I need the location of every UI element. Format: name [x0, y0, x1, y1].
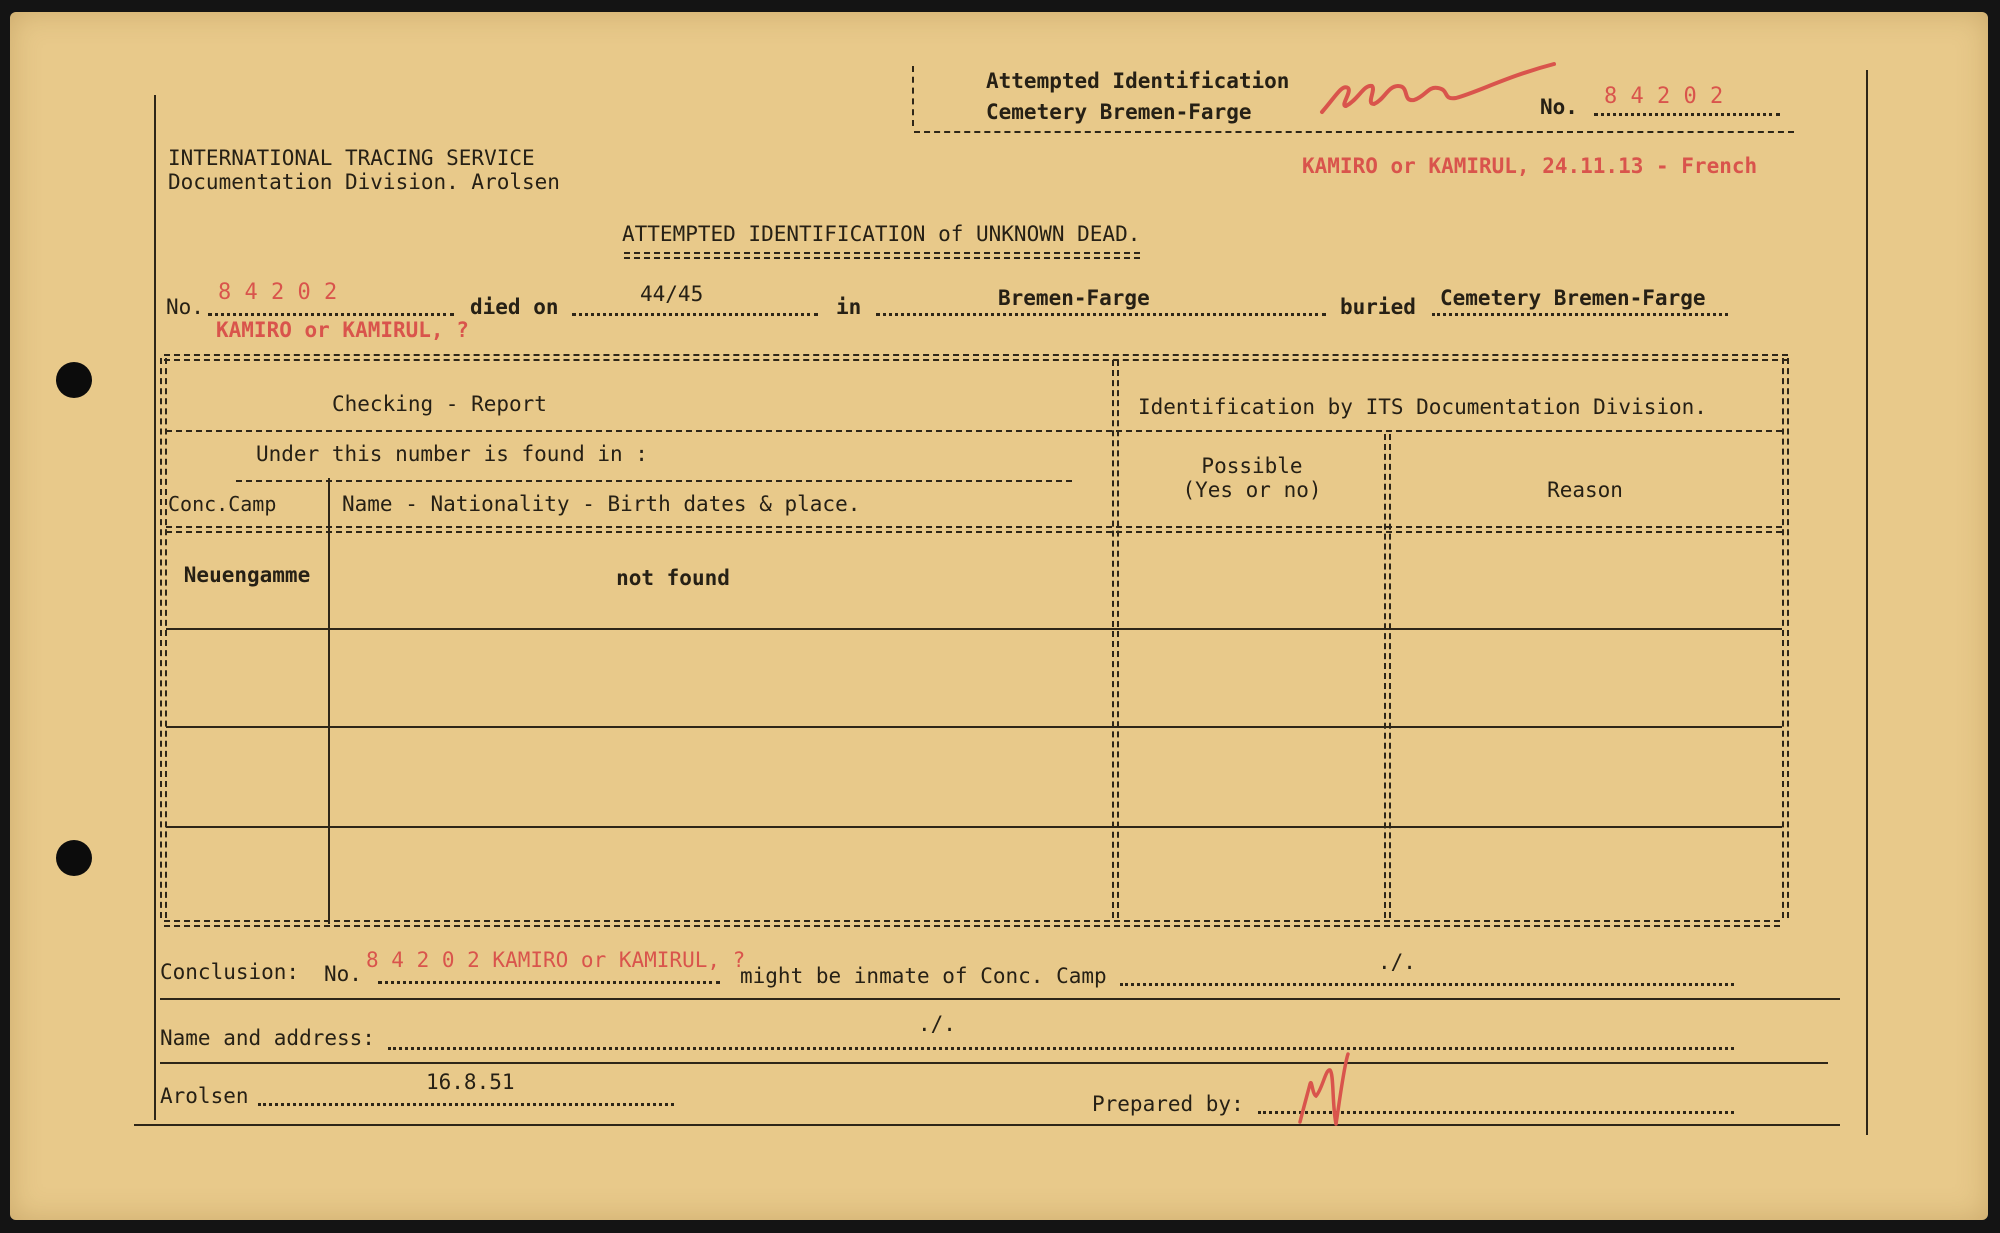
cemetery-label: Cemetery Bremen-Farge	[986, 100, 1252, 124]
table-bottom-border	[164, 920, 1780, 927]
col-name-header: Name - Nationality - Birth dates & place.	[342, 492, 861, 516]
handwritten-initial-signature	[1296, 1048, 1352, 1126]
died-on-label: died on	[470, 295, 559, 319]
header-no-value: 8 4 2 0 2	[1604, 84, 1724, 109]
name-address-dots	[388, 1047, 1734, 1050]
table-row-camp: Neuengamme	[183, 563, 311, 587]
identification-header: Identification by ITS Documentation Division.	[1138, 395, 1707, 419]
punch-hole-bottom	[56, 840, 92, 876]
name-address-rule	[160, 1062, 1828, 1064]
table-row-line-1	[166, 628, 1782, 630]
table-column-header-line	[166, 526, 1782, 533]
conclusion-camp-dots	[1120, 983, 1734, 986]
in-label: in	[836, 295, 862, 319]
table-row-line-3	[166, 826, 1782, 828]
org-line-1: INTERNATIONAL TRACING SERVICE	[168, 146, 535, 170]
conclusion-rule	[160, 998, 1840, 1000]
date-value: 16.8.51	[426, 1070, 515, 1094]
table-right-border	[1782, 358, 1789, 918]
buried-label: buried	[1340, 295, 1416, 319]
header-box-bottom-border	[914, 131, 1794, 133]
conclusion-camp-value: ./.	[1378, 950, 1416, 974]
col-reason-header: Reason	[1547, 478, 1623, 502]
header-no-label: No.	[1540, 95, 1578, 119]
header-no-dots	[1594, 113, 1780, 116]
record-no-label: No.	[166, 295, 204, 319]
left-frame-line	[154, 95, 156, 1120]
under-number-label: Under this number is found in :	[256, 442, 648, 466]
record-no-dots	[208, 313, 454, 316]
header-box-left-border	[912, 66, 914, 126]
table-reason-divider	[1384, 434, 1391, 918]
table-left-border	[160, 358, 167, 918]
document-title: ATTEMPTED IDENTIFICATION of UNKNOWN DEAD.	[622, 222, 1141, 246]
table-row-name: not found	[616, 566, 730, 590]
name-address-label: Name and address:	[160, 1026, 375, 1050]
handwritten-none-signature	[1318, 56, 1558, 116]
col-camp-header: Conc.Camp	[168, 492, 277, 516]
arolsen-dots	[258, 1103, 674, 1106]
bottom-frame-line	[134, 1124, 1840, 1126]
title-underline	[624, 252, 1140, 259]
checking-report-header: Checking - Report	[332, 392, 547, 416]
table-header-line	[166, 430, 1782, 432]
buried-value: Cemetery Bremen-Farge	[1440, 286, 1706, 310]
record-red-name: KAMIRO or KAMIRUL, ?	[216, 318, 469, 342]
name-address-value: ./.	[918, 1012, 956, 1036]
table-camp-divider	[328, 478, 330, 924]
conclusion-no-value: 8 4 2 0 2 KAMIRO or KAMIRUL, ?	[366, 948, 746, 972]
col-possible-header-2: (Yes or no)	[1182, 478, 1322, 502]
red-name-note: KAMIRO or KAMIRUL, 24.11.13 - French	[1302, 154, 1758, 178]
table-row-line-2	[166, 726, 1782, 728]
table-top-border	[164, 354, 1788, 361]
org-line-2: Documentation Division. Arolsen	[168, 170, 560, 194]
conclusion-label: Conclusion:	[160, 960, 300, 984]
conclusion-no-dots	[378, 981, 720, 984]
conclusion-no-label: No.	[324, 962, 362, 986]
died-on-dots	[572, 313, 818, 316]
right-frame-line	[1866, 70, 1868, 1135]
in-value: Bremen-Farge	[998, 286, 1150, 310]
arolsen-label: Arolsen	[160, 1084, 249, 1108]
in-dots	[876, 313, 1326, 316]
table-mid-divider	[1112, 360, 1119, 918]
record-no-value: 8 4 2 0 2	[218, 280, 338, 305]
attempted-identification-label: Attempted Identification	[986, 69, 1290, 93]
conclusion-might-be-label: might be inmate of Conc. Camp	[740, 964, 1107, 988]
col-possible-header-1: Possible	[1201, 454, 1303, 478]
under-number-underline	[236, 480, 1072, 482]
prepared-by-label: Prepared by:	[1092, 1092, 1244, 1116]
buried-dots	[1432, 313, 1728, 316]
punch-hole-top	[56, 362, 92, 398]
died-on-value: 44/45	[640, 282, 704, 306]
